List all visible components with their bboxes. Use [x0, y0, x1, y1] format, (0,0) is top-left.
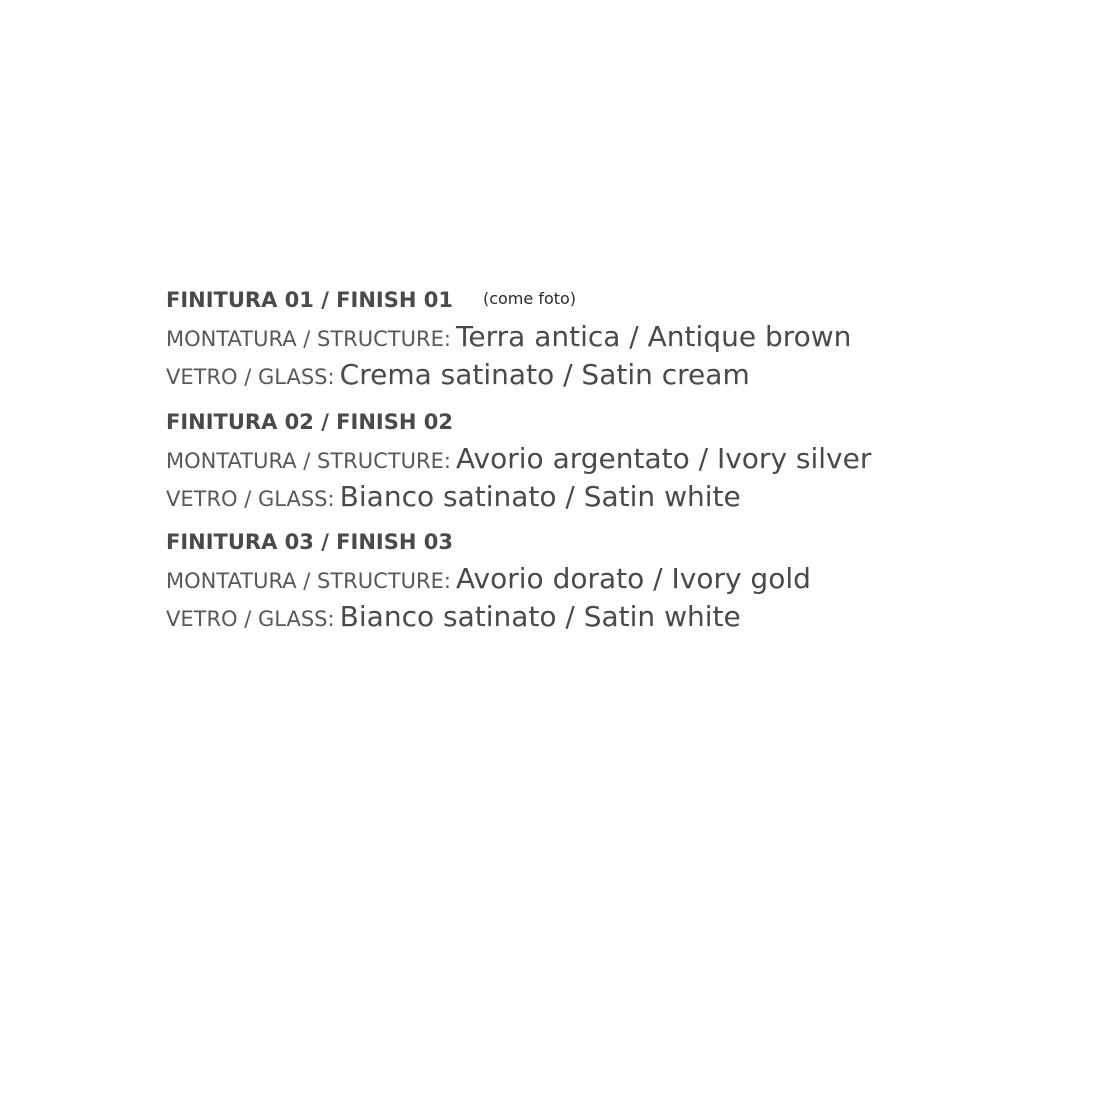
finish-list [166, 282, 1066, 636]
glass-value: Crema satinato / Satin cream [339, 358, 750, 391]
structure-label: MONTATURA / STRUCTURE: [166, 449, 451, 473]
finish-heading [166, 282, 1066, 318]
structure-label: MONTATURA / STRUCTURE: [166, 569, 451, 593]
finish-block-02 [166, 404, 1066, 516]
glass-value: Bianco satinato / Satin white [339, 600, 741, 633]
glass-line [166, 478, 1066, 516]
structure-label: MONTATURA / STRUCTURE: [166, 327, 451, 351]
finish-heading [166, 404, 1066, 440]
finish-heading [166, 524, 1066, 560]
structure-line [166, 318, 1066, 356]
structure-value: Avorio dorato / Ivory gold [456, 562, 811, 595]
glass-line [166, 356, 1066, 394]
finish-title: FINITURA 03 / FINISH 03 [166, 530, 453, 554]
glass-label: VETRO / GLASS: [166, 365, 335, 389]
glass-label: VETRO / GLASS: [166, 487, 335, 511]
finish-note: (come foto) [482, 289, 577, 308]
structure-value: Terra antica / Antique brown [456, 320, 852, 353]
finish-block-01 [166, 282, 1066, 394]
glass-label: VETRO / GLASS: [166, 607, 335, 631]
glass-line [166, 598, 1066, 636]
structure-line [166, 440, 1066, 478]
structure-line [166, 560, 1066, 598]
finish-title: FINITURA 01 / FINISH 01 [166, 288, 453, 312]
finish-block-03 [166, 524, 1066, 636]
glass-value: Bianco satinato / Satin white [339, 480, 741, 513]
structure-value: Avorio argentato / Ivory silver [456, 442, 872, 475]
finish-title: FINITURA 02 / FINISH 02 [166, 410, 453, 434]
